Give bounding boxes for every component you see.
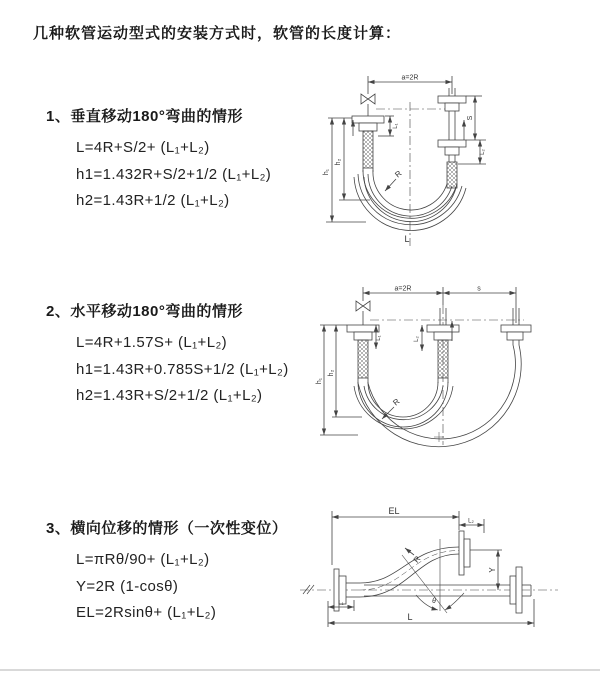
dim-label-h1: h₁ [323,168,330,176]
dim-label-radius: R [393,168,404,180]
dim-label-span: a=2R [394,285,412,293]
drawing-lines [320,287,531,447]
formula-line: h2=1.43R+S/2+1/2 (L₁+L₂) [76,387,263,404]
flange-fitting [459,531,470,575]
dim-label-length: L [407,612,413,622]
braided-hose-section [363,131,373,168]
dim-label-span: a=2R [401,74,419,82]
scan-edge-artifact [0,669,600,671]
formula-line: EL=2Rsinθ+ (L₁+L₂) [76,604,217,621]
dim-label-y: Y [488,567,497,573]
dim-label-s: S [467,115,474,121]
section-1-heading: 1、垂直移动180°弯曲的情形 [46,108,243,125]
section-lateral-displacement [46,517,287,627]
dim-label-h2: h₂ [335,158,342,166]
formula-line: Y=2R (1-cosθ) [76,577,179,595]
dim-label-l2: L₂ [414,336,420,342]
dim-label-s: s [477,285,481,293]
formula-line: h1=1.432R+S/2+1/2 (L₁+L₂) [76,165,272,183]
page-title: 几种软管运动型式的安装方式时，软管的长度计算： [33,25,402,42]
dim-label-el: EL [388,506,400,516]
dim-label-l2: L₂ [480,149,486,155]
valve-icon [356,301,370,311]
section-vertical-movement [46,105,271,215]
flange-fitting [347,325,379,340]
formula-line: L=4R+S/2+ (L₁+L₂) [76,139,210,156]
formula-line: h2=1.43R+1/2 (L₁+L₂) [76,192,230,209]
dim-label-l1: L₁ [393,123,399,129]
dim-label-l1: L₁ [376,335,382,341]
formula-line: h1=1.43R+0.785S+1/2 (L₁+L₂) [76,360,289,378]
drawing-lines [326,76,486,246]
braided-hose-section [438,340,448,378]
dim-label-length: L [404,234,410,244]
dim-label-h2: h₂ [328,369,335,377]
flange-fitting [438,96,466,111]
formula-line: L=4R+1.57S+ (L₁+L₂) [76,334,228,351]
braided-hose-section [447,162,457,188]
flange-fitting [352,116,384,131]
section-2-heading: 2、水平移动180°弯曲的情形 [46,303,243,320]
dim-label-radius: R [391,396,402,408]
diagram-vertical-180-bend [312,72,580,258]
dim-label-l1: L₁ [338,600,344,607]
dim-label-h1: h₁ [316,377,323,385]
flange-fitting [501,325,531,340]
braided-hose-section [358,340,368,378]
flange-fitting [427,325,459,340]
drawing-lines [300,511,558,627]
dim-label-radius: R [411,554,423,565]
hose-s-curve [360,547,459,597]
formula-line: L=πRθ/90+ (L₁+L₂) [76,551,210,568]
section-horizontal-movement [46,300,289,410]
centerline-datum-mark [303,585,310,594]
dim-label-theta: θ [432,598,436,605]
diagram-lateral-displacement [298,503,598,648]
section-3-heading: 3、横向位移的情形（一次性变位） [46,520,288,537]
valve-icon [361,94,375,104]
dim-label-l2: L₂ [468,518,474,525]
flange-fitting [438,140,466,155]
diagram-horizontal-180-bend [308,283,588,458]
